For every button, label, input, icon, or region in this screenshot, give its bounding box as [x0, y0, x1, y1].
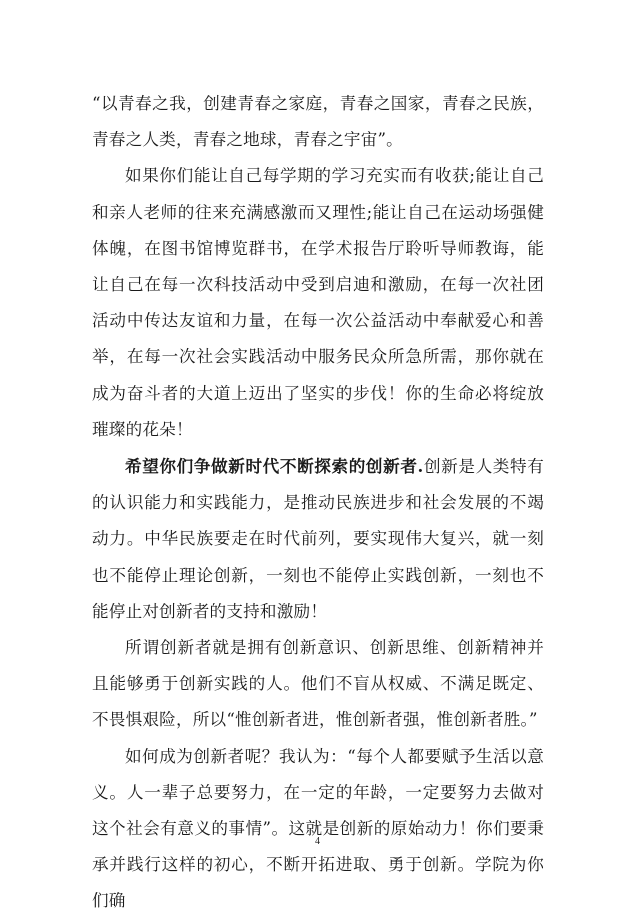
paragraph-youth-quote: “以青春之我，创建青春之家庭，青春之国家，青春之民族，青春之人类，青春之地球，青春之宇宙”。: [92, 94, 544, 150]
paragraph-innovator: [92, 448, 544, 630]
paragraph-fulfilling-study: 如果你们能让自己每学期的学习充实而有收获;能让自己和亲人老师的往来充满感激而又理性;能让自己在运动场强健体魄，在图书馆博览群书，在学术报告厅聆听导师教诲，能让自己在每一次科技活动中受到启迪和激励，在每一次社团活动中传达友谊和力量，在每一次公益活动中奉献爱心和善举，在每一次社会实践活动中服务民众所急所需，那你就在成为奋斗者的大道上迈出了坚实的步伐！你的生命必将绽放璀璨的花朵！: [92, 166, 544, 439]
paragraph-how-to-innovate: 如何成为创新者呢？我认为：“每个人都要赋予生活以意义。人一辈子总要努力，在一定的年龄，一定要努力去做对这个社会有意义的事情”。这就是创新的原始动力！你们要秉承并践行这样的初心，不断开拓进取、勇于创新。学院为你们确: [92, 746, 544, 911]
page-number: 4: [315, 836, 320, 847]
body-text: [92, 86, 544, 920]
paragraph-innovator-text: 创新是人类特有的认识能力和实践能力，是推动民族进步和社会发展的不竭动力。中华民族要走在时代前列，要实现伟大复兴，就一刻也不能停止理论创新，一刻也不能停止实践创新，一刻也不能停止对创新者的支持和激励！: [92, 457, 544, 621]
paragraph-bold-lead: 希望你们争做新时代不断探索的创新者.: [125, 456, 424, 477]
paragraph-innovator-definition: 所谓创新者就是拥有创新意识、创新思维、创新精神并且能够勇于创新实践的人。他们不盲从权威、不满足既定、不畏惧艰险，所以“惟创新者进，惟创新者强，惟创新者胜。”: [92, 638, 544, 730]
